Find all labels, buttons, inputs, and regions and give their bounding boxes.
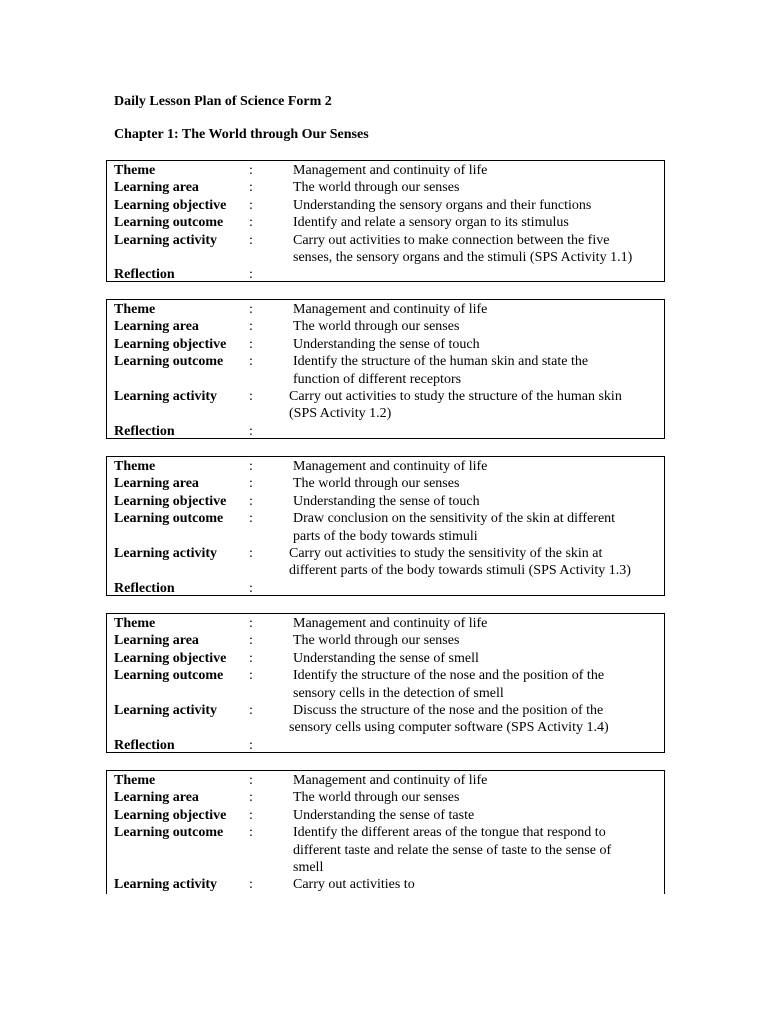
activity-value-line: Carry out activities to xyxy=(293,877,415,893)
outcome-value-line: different taste and relate the sense of taste to the sense of xyxy=(293,842,612,858)
reflection-row xyxy=(107,580,664,597)
colon: : xyxy=(249,389,253,405)
lesson-block-1 xyxy=(106,160,665,282)
activity-value-line: Carry out activities to study the structure of the human skin xyxy=(289,389,622,405)
theme-value: Management and continuity of life xyxy=(293,459,488,474)
objective-label: Learning objective xyxy=(114,493,227,509)
lesson-block-5 xyxy=(106,770,665,894)
activity-label: Learning activity xyxy=(114,703,218,719)
colon: : xyxy=(249,459,253,474)
colon: : xyxy=(249,633,253,649)
objective-row xyxy=(107,336,664,353)
colon: : xyxy=(249,493,253,509)
colon: : xyxy=(249,215,253,231)
theme-value: Management and continuity of life xyxy=(293,163,488,178)
colon: : xyxy=(249,511,253,527)
area-label: Learning area xyxy=(114,476,199,492)
colon: : xyxy=(249,737,253,753)
theme-label: Theme xyxy=(114,459,156,474)
activity-value-line: Carry out activities to study the sensitivity of the skin at xyxy=(289,546,603,562)
theme-row xyxy=(107,162,664,179)
colon: : xyxy=(249,302,253,317)
outcome-row xyxy=(107,667,664,702)
outcome-row xyxy=(107,353,664,388)
colon: : xyxy=(249,825,253,841)
colon: : xyxy=(249,877,253,893)
activity-row xyxy=(107,702,664,737)
outcome-value-line: parts of the body towards stimuli xyxy=(293,528,478,544)
theme-label: Theme xyxy=(114,773,156,788)
area-label: Learning area xyxy=(114,633,199,649)
colon: : xyxy=(249,668,253,684)
reflection-label: Reflection xyxy=(114,423,175,439)
colon: : xyxy=(249,336,253,352)
reflection-label: Reflection xyxy=(114,737,175,753)
activity-value-line: Discuss the structure of the nose and the position of the xyxy=(293,703,604,719)
area-label: Learning area xyxy=(114,319,199,335)
colon: : xyxy=(249,546,253,562)
area-value: The world through our senses xyxy=(293,476,460,492)
outcome-value-line: sensory cells in the detection of smell xyxy=(293,685,504,701)
activity-label: Learning activity xyxy=(114,389,218,405)
theme-label: Theme xyxy=(114,163,156,178)
objective-label: Learning objective xyxy=(114,336,227,352)
activity-value-line: sensory cells using computer software (SPS Activity 1.4) xyxy=(289,720,609,736)
outcome-value-line: function of different receptors xyxy=(293,371,462,387)
activity-row xyxy=(107,545,664,580)
colon: : xyxy=(249,703,253,719)
colon: : xyxy=(249,180,253,196)
lesson-block-3 xyxy=(106,456,665,596)
lesson-block-5-clip xyxy=(106,770,665,894)
theme-row xyxy=(107,458,664,475)
theme-value: Management and continuity of life xyxy=(293,773,488,788)
activity-label: Learning activity xyxy=(114,546,218,562)
activity-row xyxy=(107,232,664,267)
colon: : xyxy=(249,790,253,806)
reflection-label: Reflection xyxy=(114,580,175,596)
area-row xyxy=(107,179,664,196)
objective-value: Understanding the sense of smell xyxy=(293,650,479,666)
outcome-value-line: Identify the structure of the human skin and state the xyxy=(293,354,589,370)
outcome-row xyxy=(107,824,664,876)
activity-value-line: Carry out activities to make connection between the five xyxy=(293,232,610,248)
colon: : xyxy=(249,650,253,666)
colon: : xyxy=(249,232,253,248)
colon: : xyxy=(249,476,253,492)
objective-label: Learning objective xyxy=(114,650,227,666)
theme-row xyxy=(107,772,664,789)
outcome-value-line: Identify the structure of the nose and the position of the xyxy=(293,668,605,684)
theme-value: Management and continuity of life xyxy=(293,302,488,317)
reflection-row xyxy=(107,423,664,440)
outcome-value-line: Draw conclusion on the sensitivity of the skin at different xyxy=(293,511,616,527)
area-value: The world through our senses xyxy=(293,319,460,335)
area-label: Learning area xyxy=(114,180,199,196)
colon: : xyxy=(249,354,253,370)
objective-value: Understanding the sense of touch xyxy=(293,493,480,509)
theme-label: Theme xyxy=(114,616,156,631)
area-row xyxy=(107,789,664,806)
objective-value: Understanding the sense of touch xyxy=(293,336,480,352)
area-value: The world through our senses xyxy=(293,790,460,806)
colon: : xyxy=(249,267,253,283)
outcome-value-line: smell xyxy=(293,860,324,876)
document-title: Daily Lesson Plan of Science Form 2 xyxy=(114,94,332,109)
objective-label: Learning objective xyxy=(114,807,227,823)
activity-label: Learning activity xyxy=(114,232,218,248)
colon: : xyxy=(249,319,253,335)
outcome-value: Identify and relate a sensory organ to its stimulus xyxy=(293,215,569,231)
colon: : xyxy=(249,423,253,439)
reflection-value xyxy=(293,423,664,440)
area-row xyxy=(107,475,664,492)
objective-value: Understanding the sense of taste xyxy=(293,807,475,823)
reflection-value xyxy=(293,580,664,597)
area-row xyxy=(107,318,664,335)
colon: : xyxy=(249,616,253,631)
activity-value-line: (SPS Activity 1.2) xyxy=(289,406,392,422)
outcome-value-line: Identify the different areas of the tongue that respond to xyxy=(293,825,606,841)
outcome-row xyxy=(107,510,664,545)
activity-value-line: different parts of the body towards stimuli (SPS Activity 1.3) xyxy=(289,563,631,579)
activity-label: Learning activity xyxy=(114,877,218,893)
objective-row xyxy=(107,493,664,510)
colon: : xyxy=(249,773,253,788)
colon: : xyxy=(249,163,253,178)
theme-label: Theme xyxy=(114,302,156,317)
area-value: The world through our senses xyxy=(293,180,460,196)
objective-row xyxy=(107,807,664,824)
colon: : xyxy=(249,197,253,213)
objective-label: Learning objective xyxy=(114,197,227,213)
area-value: The world through our senses xyxy=(293,633,460,649)
outcome-label: Learning outcome xyxy=(114,668,224,684)
reflection-value xyxy=(293,737,664,754)
outcome-label: Learning outcome xyxy=(114,215,224,231)
reflection-value xyxy=(293,266,664,283)
outcome-label: Learning outcome xyxy=(114,511,224,527)
outcome-row xyxy=(107,214,664,231)
lesson-block-4 xyxy=(106,613,665,753)
colon: : xyxy=(249,807,253,823)
area-label: Learning area xyxy=(114,790,199,806)
outcome-label: Learning outcome xyxy=(114,354,224,370)
theme-row xyxy=(107,301,664,318)
objective-row xyxy=(107,650,664,667)
reflection-row xyxy=(107,737,664,754)
lesson-block-2 xyxy=(106,299,665,439)
reflection-label: Reflection xyxy=(114,267,175,283)
area-row xyxy=(107,632,664,649)
activity-value-line: senses, the sensory organs and the stimuli (SPS Activity 1.1) xyxy=(293,250,633,266)
activity-row xyxy=(107,876,664,893)
objective-value: Understanding the sensory organs and their functions xyxy=(293,197,592,213)
objective-row xyxy=(107,197,664,214)
chapter-title: Chapter 1: The World through Our Senses xyxy=(114,127,369,142)
outcome-label: Learning outcome xyxy=(114,825,224,841)
activity-row xyxy=(107,388,664,423)
colon: : xyxy=(249,580,253,596)
reflection-row xyxy=(107,266,664,283)
theme-row xyxy=(107,615,664,632)
theme-value: Management and continuity of life xyxy=(293,616,488,631)
